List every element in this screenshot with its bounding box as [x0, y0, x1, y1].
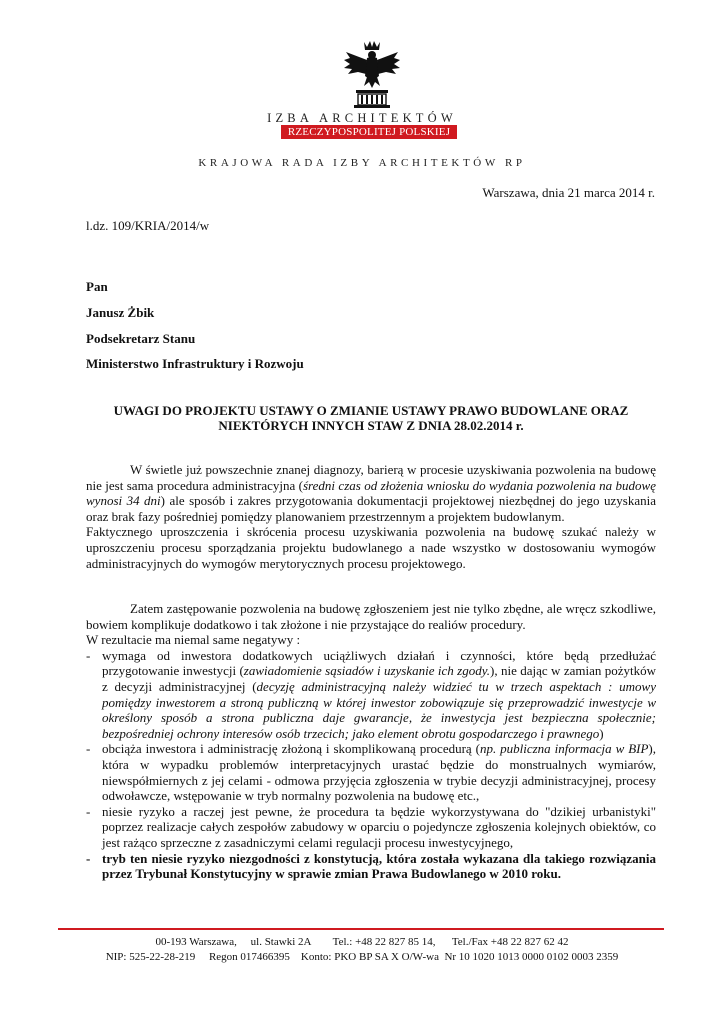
- body-section-2: [86, 601, 656, 882]
- list-text: niesie ryzyko a raczej jest pewne, że procedura ta będzie wykorzystywana do "dzikiej urbanistyki" poprzez realizacje całych zespołów zabudowy w oparciu o pojedyncze zgłoszenia kolejnych obiektów, co jest rażąco sprzeczne z zasadniczymi celami regulacji procesu inwestycyjnego,: [102, 803, 656, 850]
- list-dash: -: [86, 850, 91, 866]
- list-text: wymaga od inwestora dodatkowych uciążliwych działań i czynności, które będą przedłużać przygotowanie inwestycji (: [102, 647, 656, 679]
- addressee-position: Podsekretarz Stanu: [86, 331, 196, 346]
- paragraph-text: ) ale sposób i zakres przygotowania dokumentacji projektowej niezbędnej do jego uzyskania oraz brak fazy pośredniej pomiędzy planowaniem przestrzennym a projektem budowlanym.: [86, 493, 656, 524]
- paragraph-lead: W rezultacie ma niemal same negatywy :: [86, 632, 301, 648]
- footer-address: 00-193 Warszawa, ul. Stawki 2A Tel.: +48 22 827 85 14, Tel./Fax +48 22 827 62 42: [155, 936, 569, 948]
- letter-date: Warszawa, dnia 21 marca 2014 r.: [482, 185, 655, 200]
- org-name: IZBA ARCHITEKTÓW: [267, 111, 457, 125]
- list-text: ), która w wypadku problemów interpretacyjnych urastać będzie do monstrualnych wymiarów, niewspółmiernych z jej celami - odmowa przyjęcia zgłoszenia w trybie decyzji administracyjnej, procesy odwoławcze, wstępowanie w tryb normalny pozwolenia na budowę etc.,: [102, 741, 656, 804]
- reference-number: l.dz. 109/KRIA/2014/w: [86, 218, 210, 233]
- document-title: [86, 403, 656, 433]
- list-italic: decyzję administracyjną należy widzieć tu w trzech aspektach : umowy pomiędzy inwestorem a stroną publiczną w której inwestor zobowiązuje się przeprowadzić inwestycje w określony sposób a strona publiczna daje gwarancje, że inwestycja jest bezpieczna społecznie; bezpośredniej ochrony interesów osób trzecich; jako element obrotu gospodarczego i prawnego: [102, 678, 656, 741]
- addressee-ministry: Ministerstwo Infrastruktury i Rozwoju: [86, 356, 304, 371]
- list-text: ), nie dając w zamian pożytków z decyzji administracyjnej (: [102, 663, 657, 694]
- addressee-name: Janusz Żbik: [86, 305, 155, 320]
- list-italic: np. publiczna informacja w BIP: [479, 741, 649, 757]
- list-dash: -: [86, 803, 91, 819]
- list-item: [86, 741, 656, 803]
- body-section-1: [86, 462, 656, 571]
- footer-divider: [58, 928, 664, 930]
- title-line-1: UWAGI DO PROJEKTU USTAWY O ZMIANIE USTAWY PRAWO BUDOWLANE ORAZ: [113, 403, 629, 418]
- paragraph-diagnosis: [86, 462, 656, 524]
- list-text: ): [599, 725, 604, 741]
- title-line-2: NIEKTÓRYCH INNYCH STAW Z DNIA 28.02.2014 r.: [218, 418, 524, 433]
- paragraph-text: W świetle już powszechnie znanej diagnozy, barierą w procesie uzyskiwania pozwolenia na budowę nie jest sama procedura administracyjna (: [86, 462, 656, 493]
- addressee-salutation: Pan: [86, 279, 108, 294]
- list-item: [86, 804, 656, 851]
- paragraph-replacement: Zatem zastępowanie pozwolenia na budowę zgłoszeniem jest nie tylko zbędne, ale wręcz szkodliwe, bowiem komplikuje dodatkowo i tak złożone i nie przystające do realiów procedury.: [86, 601, 656, 632]
- list-item-bold: [86, 851, 656, 882]
- list-dash: -: [86, 647, 91, 663]
- paragraph-simplification: Faktycznego uproszczenia i skrócenia procesu uzyskiwania pozwolenia na budowę szukać należy w uproszczeniu procesu sporządzania projektu budowlanego a nade wszystko w dostosowaniu wymogów administracyjnych do wymogów merytorycznych procesu projektowego.: [86, 524, 656, 571]
- list-dash: -: [86, 741, 91, 757]
- list-item: [86, 648, 656, 742]
- list-text: tryb ten niesie ryzyko niezgodności z konstytucją, która została wykazana dla takiego rozwiązania przez Trybunał Konstytucyjny w sprawie zmian Prawa Budowlanego w 2010 roku.: [102, 850, 656, 882]
- org-name-band: RZECZYPOSPOLITEJ POLSKIEJ: [281, 125, 457, 139]
- paragraph-italic: średni czas od złożenia wniosku do wydania pozwolenia na budowę wynosi 34 dni: [86, 477, 656, 509]
- council-name: KRAJOWA RADA IZBY ARCHITEKTÓW RP: [198, 157, 526, 169]
- list-italic: zawiadomienie sąsiadów i uzyskanie ich zgody.: [243, 663, 491, 679]
- list-text: obciąża inwestora i administrację złożoną i skomplikowaną procedurą (: [102, 741, 480, 757]
- eagle-emblem-icon: [336, 38, 408, 110]
- negatives-list: [86, 648, 656, 882]
- footer-bank: NIP: 525-22-28-219 Regon 017466395 Konto: PKO BP SA X O/W-wa Nr 10 1020 1013 0000 0102 0003 2359: [105, 951, 619, 963]
